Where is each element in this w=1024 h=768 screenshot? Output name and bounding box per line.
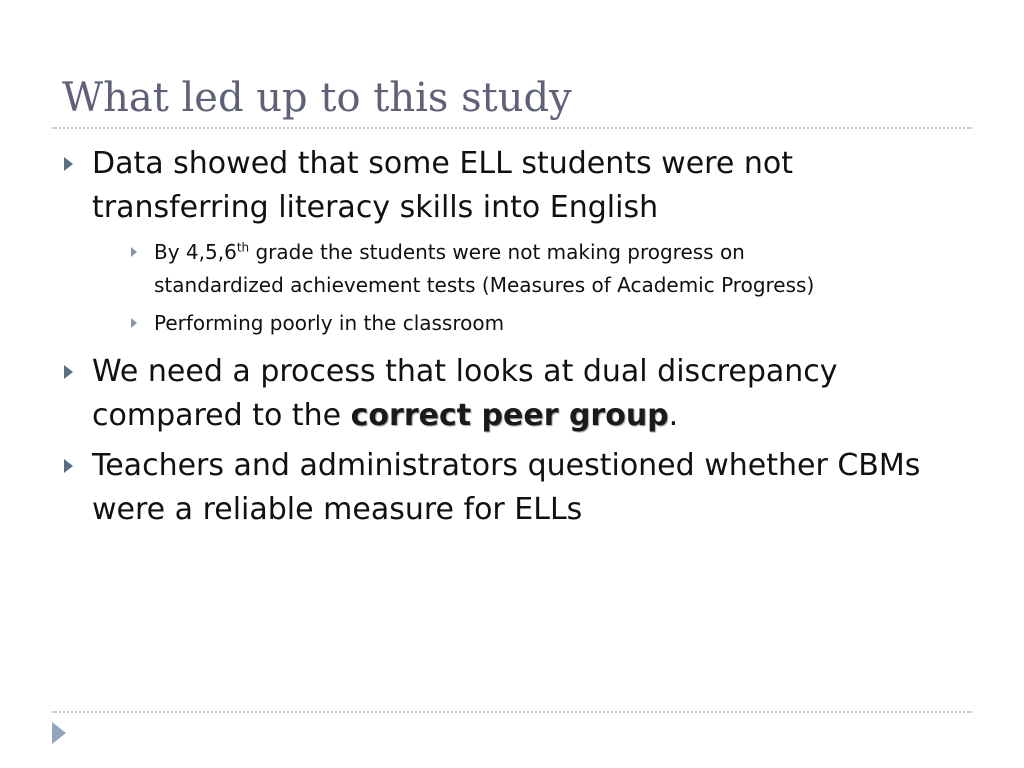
sub-bullet-text [154, 236, 974, 302]
triangle-right-icon [131, 318, 137, 328]
bullet-line: transferring literacy skills into English [92, 190, 659, 225]
sub-bullet-prefix: By 4,5,6 [154, 240, 237, 264]
ordinal-superscript: th [236, 240, 250, 255]
sub-bullet-item [0, 236, 1024, 302]
bullet-line: Teachers and administrators questioned whether CBMs [92, 448, 921, 483]
bullet-text [92, 350, 972, 438]
bullet-item [0, 142, 1024, 230]
sub-bullet-rest: grade the students were not making progress on [249, 240, 745, 264]
triangle-right-icon [64, 157, 73, 171]
next-slide-arrow-icon[interactable] [52, 722, 66, 744]
sub-bullet-item [0, 307, 1024, 340]
bullet-list [0, 142, 1024, 538]
bullet-line-suffix: . [668, 398, 679, 433]
bullet-item [0, 350, 1024, 438]
triangle-right-icon [64, 459, 73, 473]
sub-bullet-line: standardized achievement tests (Measures of Academic Progress) [154, 273, 815, 297]
triangle-right-icon [131, 247, 137, 257]
triangle-right-icon [64, 365, 73, 379]
bullet-line-prefix: compared to the [92, 398, 351, 433]
bullet-line: were a reliable measure for ELLs [92, 492, 583, 527]
title-divider [52, 127, 972, 129]
bullet-text [92, 142, 972, 230]
slide-title: What led up to this study [62, 75, 572, 121]
bullet-item [0, 444, 1024, 532]
sub-bullet-text: Performing poorly in the classroom [154, 311, 505, 335]
sub-bullet-list [0, 236, 1024, 340]
bullet-line: We need a process that looks at dual discrepancy [92, 354, 838, 389]
emphasized-text: correct peer group [350, 398, 669, 433]
footer-divider [52, 711, 972, 713]
bullet-line: Data showed that some ELL students were not [92, 146, 793, 181]
bullet-text [92, 444, 972, 532]
